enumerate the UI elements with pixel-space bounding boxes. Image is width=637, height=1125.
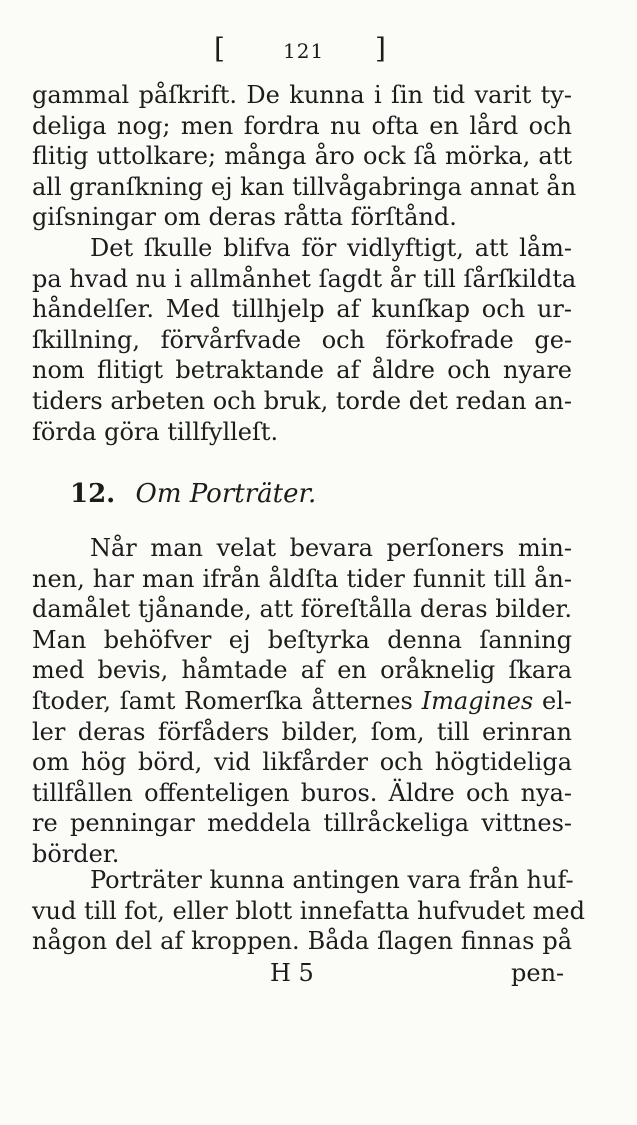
text-line: nom flitigt betraktande af åldre och nyare (32, 356, 572, 385)
text-line: flitig uttolkare; många åro ock ſå mörka, att (32, 142, 572, 171)
text-line: tiders arbeten och bruk, torde det redan an- (32, 386, 572, 415)
section-number: 12. (70, 479, 116, 509)
text-line: Det ſkulle blifva för vidlyftigt, att låm- (90, 234, 572, 262)
text-line: nen, har man ifrån åldſta tider funnit till ån- (32, 564, 572, 593)
text-line: Man behöfver ej beſtyrka denna ſanning (32, 625, 572, 654)
text-line-mixed (32, 686, 572, 717)
header-bracket-left: [ (214, 32, 225, 65)
text-line: med bevis, håmtade af en oråknelig ſkara (32, 656, 572, 685)
text-line: om hög börd, vid likfårder och högtideliga (32, 748, 572, 777)
text-line: börder. (32, 839, 120, 868)
paragraph-4 (32, 865, 585, 957)
header-bracket-right: ] (375, 32, 386, 65)
text-line: håndelſer. Med tillhjelp af kunſkap och ur- (32, 295, 572, 324)
text-line: all granſkning ej kan tillvågabringa annat ån (32, 172, 577, 201)
page-footer (0, 958, 637, 992)
text-line: deliga nog; men fordra nu ofta en lård och (32, 111, 572, 140)
text-line: vud till fot, eller blott innefatta hufvudet med (32, 896, 585, 925)
section-heading (70, 476, 316, 512)
text-line: Porträter kunna antingen vara från huf- (90, 866, 574, 894)
text-line: re penningar meddela tillråckeliga vittnes- (32, 809, 572, 838)
text-line: damålet tjånande, att föreſtålla deras bilder. (32, 595, 572, 624)
paragraph-1 (32, 80, 577, 233)
text-run: el- (533, 686, 572, 715)
signature-mark: H 5 (270, 959, 314, 987)
text-line: ler deras förfåders bilder, ſom, till erinran (32, 717, 572, 746)
paragraph-3 (32, 533, 572, 870)
text-line: någon del af kroppen. Båda ſlagen finnas på (32, 927, 572, 956)
text-line: förda göra tillfylleſt. (32, 417, 279, 446)
section-title: Om Porträter. (135, 479, 317, 509)
text-line: tillfållen offenteligen buros. Äldre och nya- (32, 778, 572, 807)
page-header (0, 28, 637, 68)
text-run: ſtoder, ſamt Romerſka åtternes (32, 686, 422, 715)
text-line: ſkillning, förvårfvade och förkofrade ge- (32, 325, 572, 354)
page-number: 121 (283, 39, 325, 63)
text-line: giſsningar om deras råtta förſtånd. (32, 203, 457, 232)
text-line: Når man velat bevara perſoners min- (90, 534, 572, 562)
paragraph-2 (32, 233, 577, 447)
text-line: pa hvad nu i allmånhet ſagdt år till ſårſkildta (32, 264, 577, 293)
catchword: pen- (511, 959, 565, 987)
text-line: gammal påſkrift. De kunna i ſin tid varit ty- (32, 81, 572, 109)
italic-term: Imagines (421, 686, 534, 715)
